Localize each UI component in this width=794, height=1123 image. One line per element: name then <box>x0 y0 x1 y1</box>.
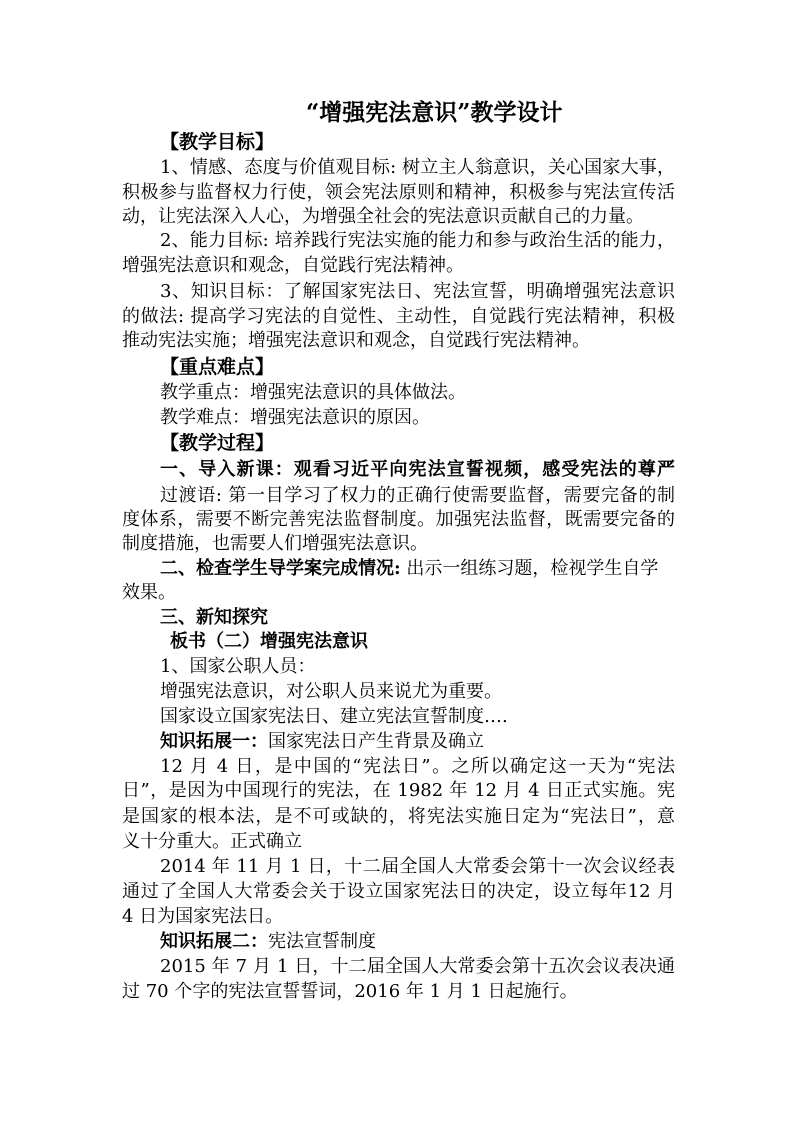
transition-line2: 度体系，需要不断完善宪法监督制度。加强宪法监督，既需要完备的 <box>122 509 675 530</box>
extension1-para-line2: 日”，是因为中国现行的宪法，在 1982 年 12 月 4 日正式实施。宪 <box>122 780 675 801</box>
objectives-heading: 【教学目标】 <box>160 131 275 153</box>
step2-continuation: 效果。 <box>122 582 176 603</box>
objective1-line2: 积极参与监督权力行使，领会宪法原则和精神，积极参与宪法宣传活 <box>122 182 675 203</box>
extension1-para2-line3: 4 日为国家宪法日。 <box>122 906 284 927</box>
step2-line <box>160 558 658 580</box>
extension1-title: 国家宪法日产生背景及确立 <box>268 731 484 752</box>
objective3-line2: 的做法: 提高学习宪法的自觉性、主动性，自觉践行宪法精神，积极 <box>122 306 675 327</box>
step3-text: 三、新知探究 <box>160 607 268 628</box>
key-point: 教学重点：增强宪法意识的具体做法。 <box>160 382 466 403</box>
extension1-para-line4: 义十分重大。正式确立 <box>122 831 302 852</box>
extension1-para2-line2: 通过了全国人大常委会关于设立国家宪法日的决定，设立每年12 月 <box>122 881 675 902</box>
extension2-title: 宪法宣誓制度 <box>268 931 376 952</box>
item1-line1: 增强宪法意识，对公职人员来说尤为重要。 <box>160 681 502 702</box>
objective2-line2: 增强宪法意识和观念，自觉践行宪法精神。 <box>122 255 464 276</box>
keypoints-heading: 【重点难点】 <box>160 356 275 378</box>
objective1-line3: 动，让宪法深入人心，为增强全社会的宪法意识贡献自己的力量。 <box>122 206 644 227</box>
page-title: “增强宪法意识”教学设计 <box>306 99 563 126</box>
item1-heading: 1、国家公职人员： <box>160 656 316 677</box>
extension1-heading <box>160 731 484 753</box>
extension2-para-line2: 过 70 个字的宪法宣誓誓词，2016 年 1 月 1 日起施行。 <box>122 981 578 1002</box>
objective1-line1: 1、情感、态度与价值观目标: 树立主人翁意识，关心国家大事， <box>160 157 675 178</box>
objective3-line1: 3、知识目标：了解国家宪法日、宪法宣誓，明确增强宪法意识 <box>160 281 675 302</box>
step2-rest: 出示一组练习题，检视学生自学 <box>400 558 659 579</box>
transition-line1: 过渡语: 第一目学习了权力的正确行使需要监督，需要完备的制 <box>160 485 675 506</box>
process-heading: 【教学过程】 <box>160 432 275 454</box>
extension2-heading <box>160 931 376 953</box>
extension1-para-line3: 是国家的根本法，是不可或缺的，将宪法实施日定为“宪法日”，意 <box>122 806 675 827</box>
extension1-para-line1: 12 月 4 日，是中国的“宪法日”。之所以确定这一天为“宪法 <box>160 756 675 777</box>
transition-line3: 制度措施，也需要人们增强宪法意识。 <box>122 533 428 554</box>
step1-text: 一、导入新课：观看习近平向宪法宣誓视频，感受宪法的尊严 <box>160 459 675 480</box>
extension2-label: 知识拓展二： <box>160 931 268 952</box>
board-text: 板书（二）增强宪法意识 <box>170 631 368 652</box>
extension2-para-line1: 2015 年 7 月 1 日，十二届全国人大常委会第十五次会议表决通 <box>160 956 675 977</box>
objective3-line3: 推动宪法实施；增强宪法意识和观念，自觉践行宪法精神。 <box>122 330 590 351</box>
difficult-point: 教学难点：增强宪法意识的原因。 <box>160 407 430 428</box>
extension1-label: 知识拓展一： <box>160 731 268 752</box>
objective2-line1: 2、能力目标: 培养践行宪法实施的能力和参与政治生活的能力， <box>160 230 675 251</box>
item1-line2: 国家设立国家宪法日、建立宪法宣誓制度…. <box>160 706 508 727</box>
step2-label: 二、检查学生导学案完成情况: <box>160 558 401 579</box>
extension1-para2-line1: 2014 年 11 月 1 日，十二届全国人大常委会第十一次会议经表 <box>160 856 675 877</box>
